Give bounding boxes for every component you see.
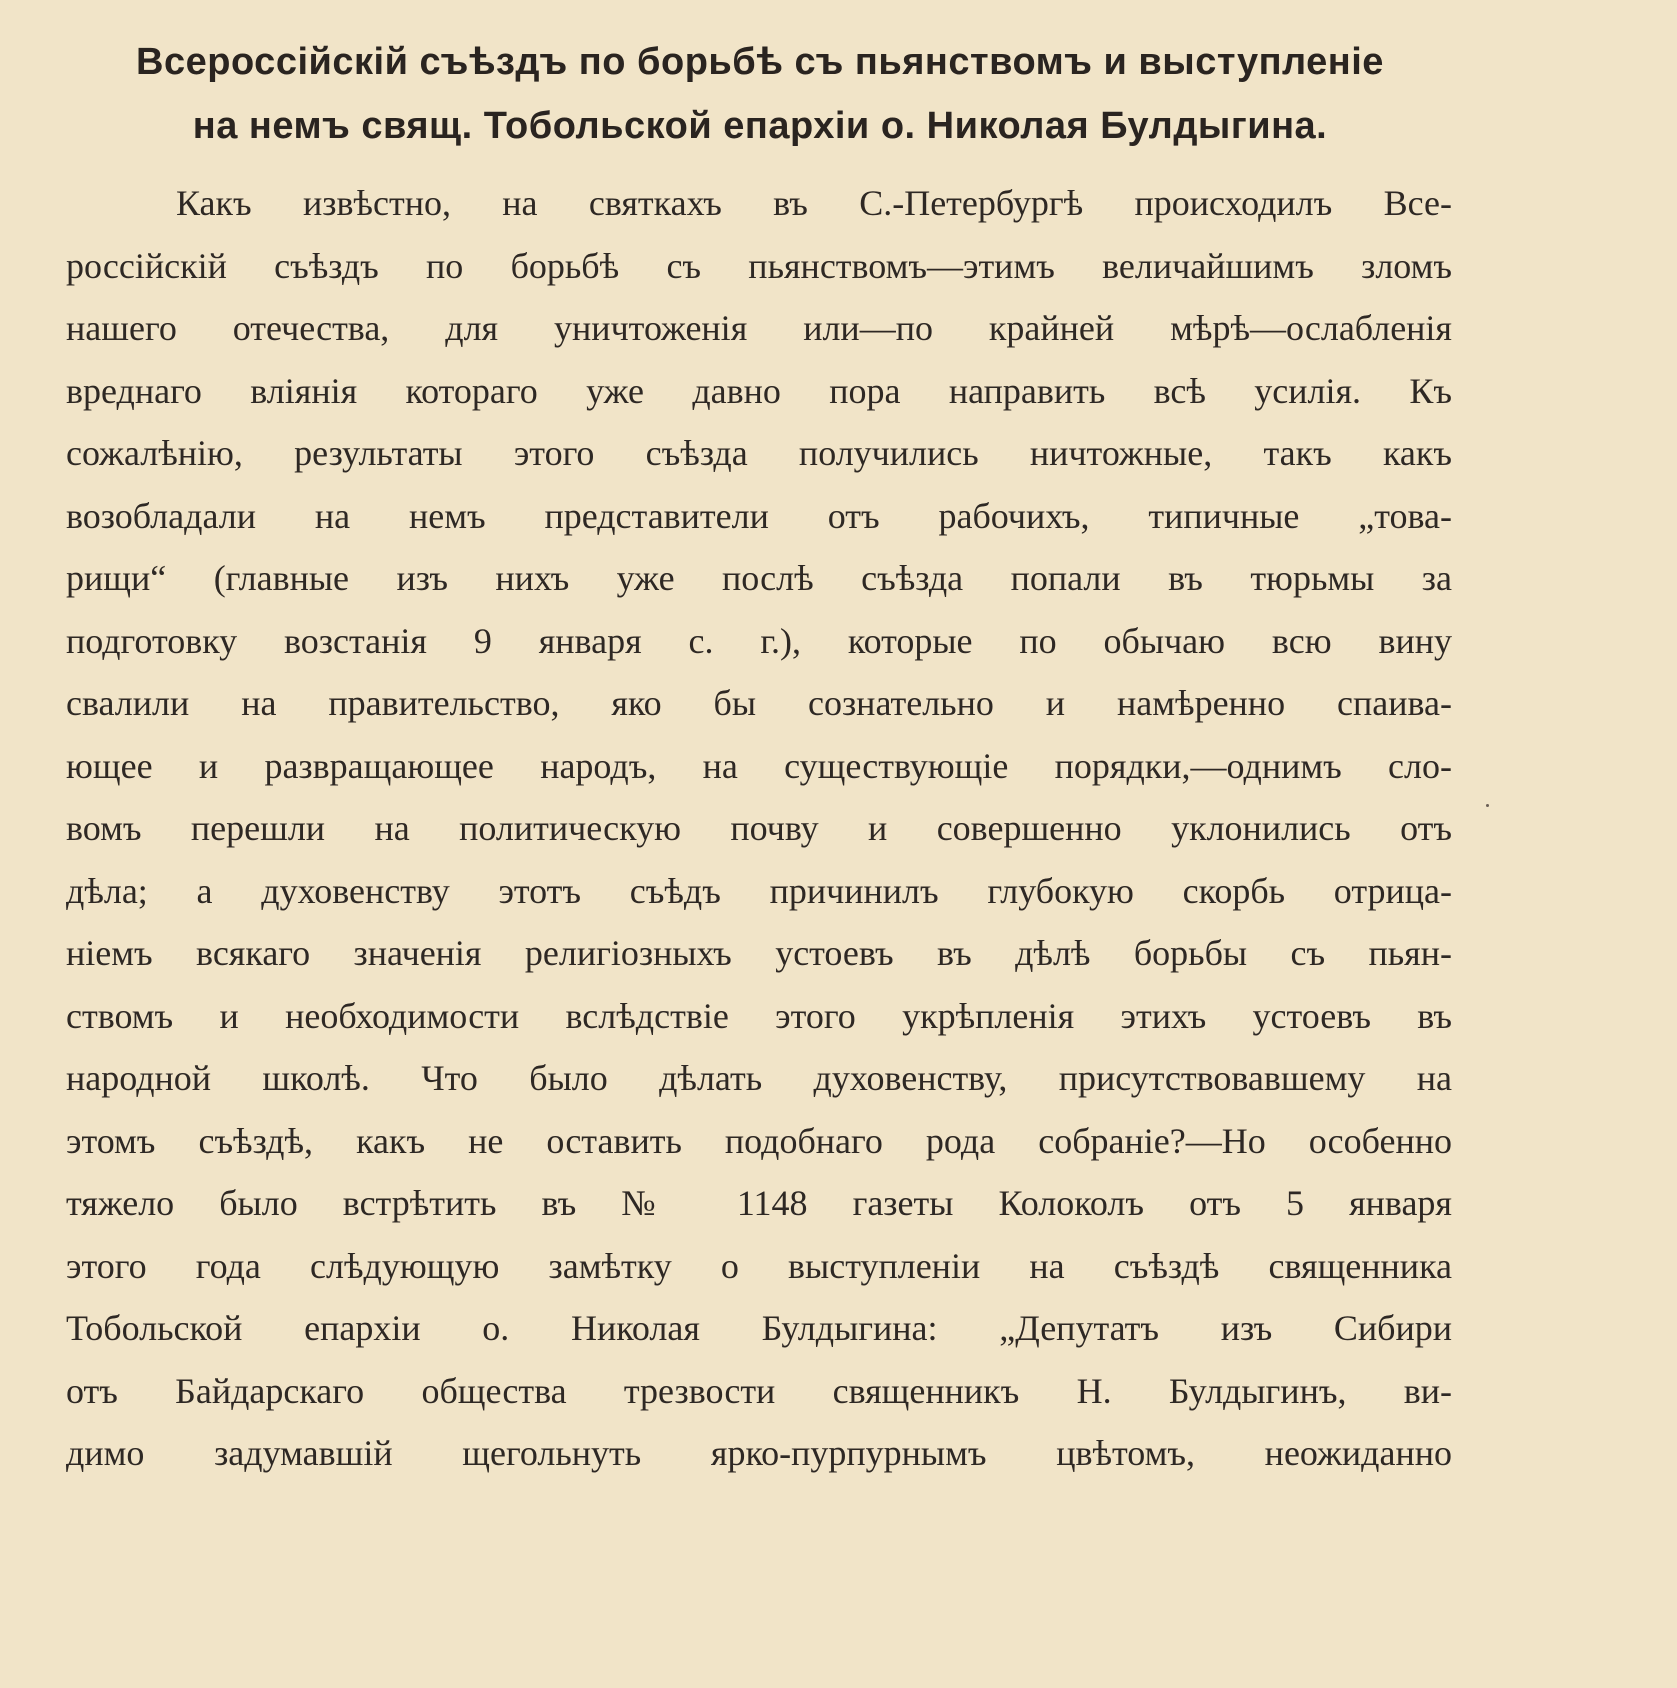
- body-line: народной школѣ. Что было дѣлать духовенству, присутствовавшему на: [66, 1058, 1452, 1098]
- body-line: тяжело было встрѣтить въ № 1148 газеты Колоколъ отъ 5 января: [66, 1183, 1452, 1223]
- body-line: ющее и развращающее народъ, на существующіе порядки,—однимъ сло-: [66, 745, 1452, 786]
- body-line: отъ Байдарскаго общества трезвости священникъ Н. Булдыгинъ, ви-: [66, 1370, 1452, 1411]
- body-line: нашего отечества, для уничтоженія или—по крайней мѣрѣ—ослабленія: [66, 308, 1452, 348]
- body-line: сожалѣнію, результаты этого съѣзда получились ничтожные, такъ какъ: [66, 433, 1452, 473]
- body-line: вомъ перешли на политическую почву и совершенно уклонились отъ: [66, 808, 1452, 848]
- body-line: этого года слѣдующую замѣтку о выступленіи на съѣздѣ священника: [66, 1245, 1452, 1286]
- body-line: Тобольской епархіи о. Николая Булдыгина: „Депутатъ изъ Сибири: [66, 1308, 1452, 1348]
- body-line: Какъ извѣстно, на святкахъ въ С.-Петербургѣ происходилъ Все-: [176, 183, 1452, 223]
- body-line: димо задумавшій щегольнуть ярко-пурпурнымъ цвѣтомъ, неожиданно: [66, 1433, 1452, 1473]
- article-title: [60, 30, 1460, 158]
- body-line: дѣла; а духовенству этотъ съѣдъ причинилъ глубокую скорбь отрица-: [66, 870, 1452, 911]
- title-line: Всероссійскій съѣздъ по борьбѣ съ пьянствомъ и выступленіе: [136, 41, 1384, 83]
- body-line: ствомъ и необходимости вслѣдствіе этого укрѣпленія этихъ устоевъ въ: [66, 995, 1452, 1036]
- body-line: ніемъ всякаго значенія религіозныхъ устоевъ въ дѣлѣ борьбы съ пьян-: [66, 933, 1452, 973]
- body-line: вреднаго вліянія котораго уже давно пора направить всѣ усилія. Къ: [66, 370, 1452, 411]
- paper-speck: [1486, 804, 1489, 807]
- article-body: [66, 172, 1452, 1485]
- body-line: этомъ съѣздѣ, какъ не оставить подобнаго рода собраніе?—Но особенно: [66, 1120, 1452, 1161]
- body-line: рищи“ (главные изъ нихъ уже послѣ съѣзда попали въ тюрьмы за: [66, 558, 1452, 598]
- body-line: подготовку возстанія 9 января с. г.), которые по обычаю всю вину: [66, 620, 1452, 661]
- body-line: возобладали на немъ представители отъ рабочихъ, типичные „това-: [66, 495, 1452, 536]
- body-line: свалили на правительство, яко бы сознательно и намѣренно спаива-: [66, 683, 1452, 723]
- body-line: россійскій съѣздъ по борьбѣ съ пьянствомъ—этимъ величайшимъ зломъ: [66, 245, 1452, 286]
- title-line: на немъ свящ. Тобольской епархіи о. Николая Булдыгина.: [192, 105, 1328, 147]
